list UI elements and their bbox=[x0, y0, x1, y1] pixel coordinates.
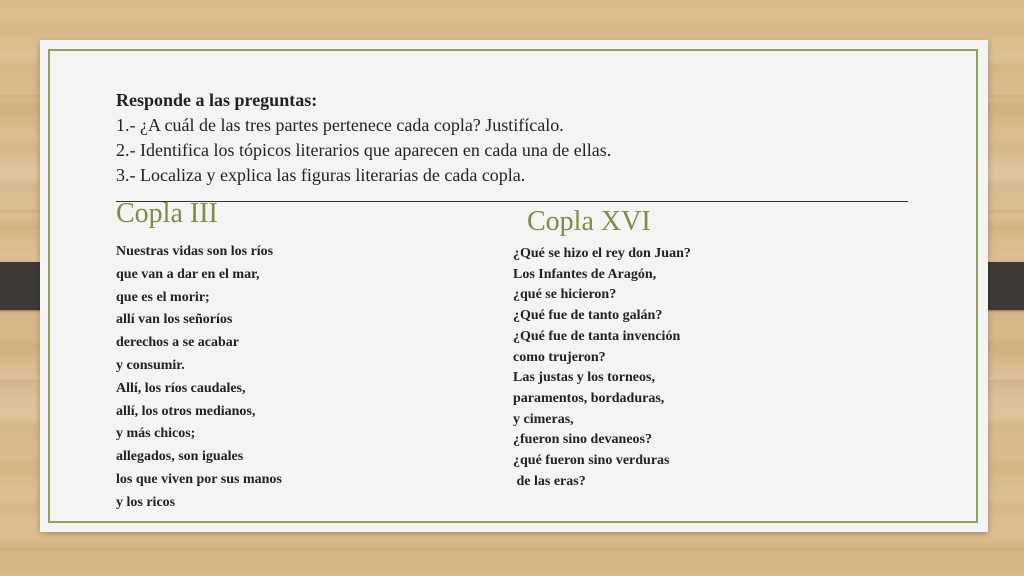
slide-card bbox=[40, 40, 988, 532]
verse-line: y cimeras, bbox=[513, 411, 574, 427]
verse-line: allegados, son iguales bbox=[116, 449, 244, 465]
verse-line: allí, los otros medianos, bbox=[116, 403, 256, 419]
verse-line: Las justas y los torneos, bbox=[513, 370, 655, 386]
verse-line: ¿fueron sino devaneos? bbox=[513, 432, 652, 448]
verse-line: Nuestras vidas son los ríos bbox=[116, 244, 274, 259]
questions-title: Responde a las preguntas: bbox=[116, 90, 318, 110]
verse-line: allí van los señoríos bbox=[116, 312, 233, 328]
question-item: 1.- ¿A cuál de las tres partes pertenece cada copla? Justifícalo. bbox=[116, 115, 564, 135]
verse-line: paramentos, bordaduras, bbox=[513, 390, 665, 406]
verse-line: ¿Qué se hizo el rey don Juan? bbox=[513, 246, 691, 261]
verse-line: y los ricos bbox=[116, 494, 176, 510]
copla-iii-title: Copla III bbox=[116, 198, 218, 229]
verse-line: ¿Qué fue de tanta invención bbox=[513, 328, 681, 344]
verse-line: y más chicos; bbox=[116, 426, 196, 442]
verse-line: derechos a se acabar bbox=[116, 335, 239, 351]
wood-grain bbox=[0, 548, 1024, 551]
copla-xvi-title: Copla XVI bbox=[527, 206, 651, 237]
verse-line: y consumir. bbox=[116, 357, 185, 373]
verse-line: ¿Qué fue de tanto galán? bbox=[513, 308, 663, 324]
divider-line bbox=[116, 201, 908, 202]
copla-xvi-verses bbox=[513, 244, 691, 492]
verse-line: los que viven por sus manos bbox=[116, 471, 282, 487]
verse-line: que van a dar en el mar, bbox=[116, 266, 260, 282]
verse-line: ¿qué se hicieron? bbox=[513, 287, 617, 303]
question-item: 2.- Identifica los tópicos literarios que aparecen en cada una de ellas. bbox=[116, 140, 612, 160]
questions-block bbox=[116, 88, 916, 188]
verse-line: que es el morir; bbox=[116, 289, 210, 305]
verse-line: de las eras? bbox=[513, 473, 586, 489]
copla-iii-verses bbox=[116, 241, 282, 515]
question-item: 3.- Localiza y explica las figuras literarias de cada copla. bbox=[116, 165, 526, 185]
verse-line: Los Infantes de Aragón, bbox=[513, 266, 657, 282]
verse-line: Allí, los ríos caudales, bbox=[116, 380, 246, 396]
verse-line: ¿qué fueron sino verduras bbox=[513, 453, 670, 469]
verse-line: como trujeron? bbox=[513, 349, 606, 365]
